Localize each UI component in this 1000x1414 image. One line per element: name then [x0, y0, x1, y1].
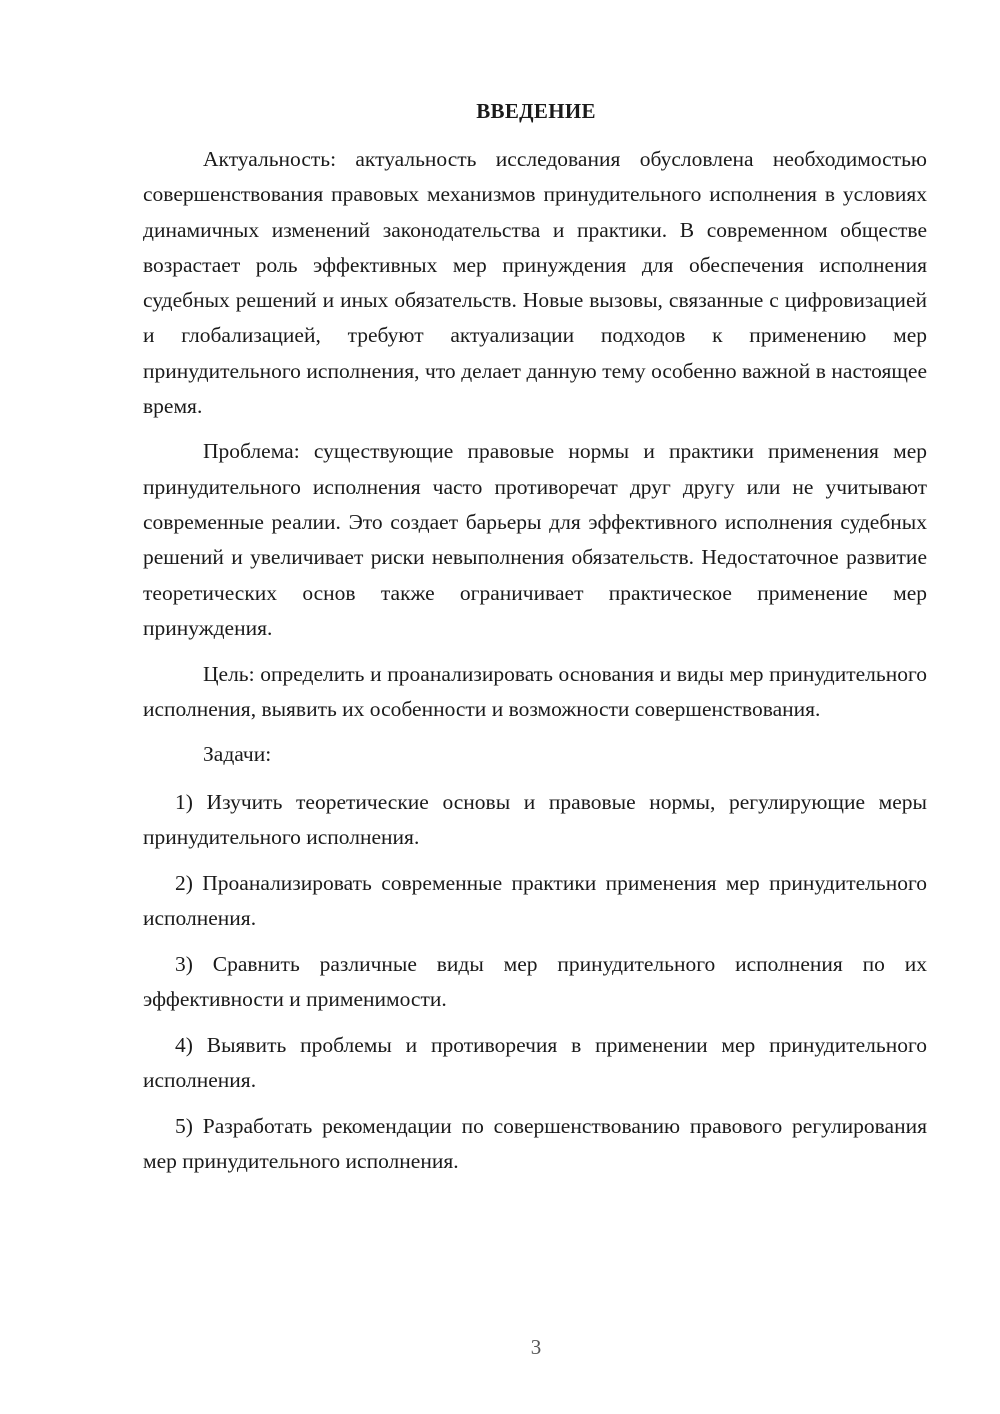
tasks-label: Задачи: [203, 742, 272, 767]
task-item-2: 2) Проанализировать современные практики применения мер принудительного исполнения. [143, 870, 927, 930]
section-heading: ВВЕДЕНИЕ [476, 99, 596, 123]
paragraph-goal: Цель: определить и проанализировать основания и виды мер принудительного исполнения, выявить их особенности и возможности совершенствования. [143, 661, 927, 721]
document-body [143, 142, 927, 1180]
task-item-5: 5) Разработать рекомендации по совершенствованию правового регулирования мер принудительного исполнения. [143, 1113, 927, 1174]
task-item-3: 3) Сравнить различные виды мер принудительного исполнения по их эффективности и применимости. [143, 951, 927, 1012]
task-item-1: 1) Изучить теоретические основы и правовые нормы, регулирующие меры принудительного исполнения. [143, 789, 927, 849]
paragraph-problem: Проблема: существующие правовые нормы и практики применения мер принудительного исполнения часто противоречат друг другу или не учитывают современные реалии. Это создает барьеры для эффективного исполнения судебных решений и увеличивает риски невыполнения обязательств. Недостаточное развитие теоретических основ также ограничивает практическое применение мер принуждения. [143, 439, 927, 640]
page-number: 3 [530, 1335, 542, 1359]
paragraph-relevance: Актуальность: актуальность исследования обусловлена необходимостью совершенствования правовых механизмов принудительного исполнения в условиях динамичных изменений законодательства и практики. В современном обществе возрастает роль эффективных мер принуждения для обеспечения исполнения судебных решений и иных обязательств. Новые вызовы, связанные с цифровизацией и глобализацией, требуют актуализации подходов к применению мер принудительного исполнения, что делает данную тему особенно важной в настоящее время. [143, 147, 927, 419]
task-item-4: 4) Выявить проблемы и противоречия в применении мер принудительного исполнения. [143, 1032, 927, 1093]
